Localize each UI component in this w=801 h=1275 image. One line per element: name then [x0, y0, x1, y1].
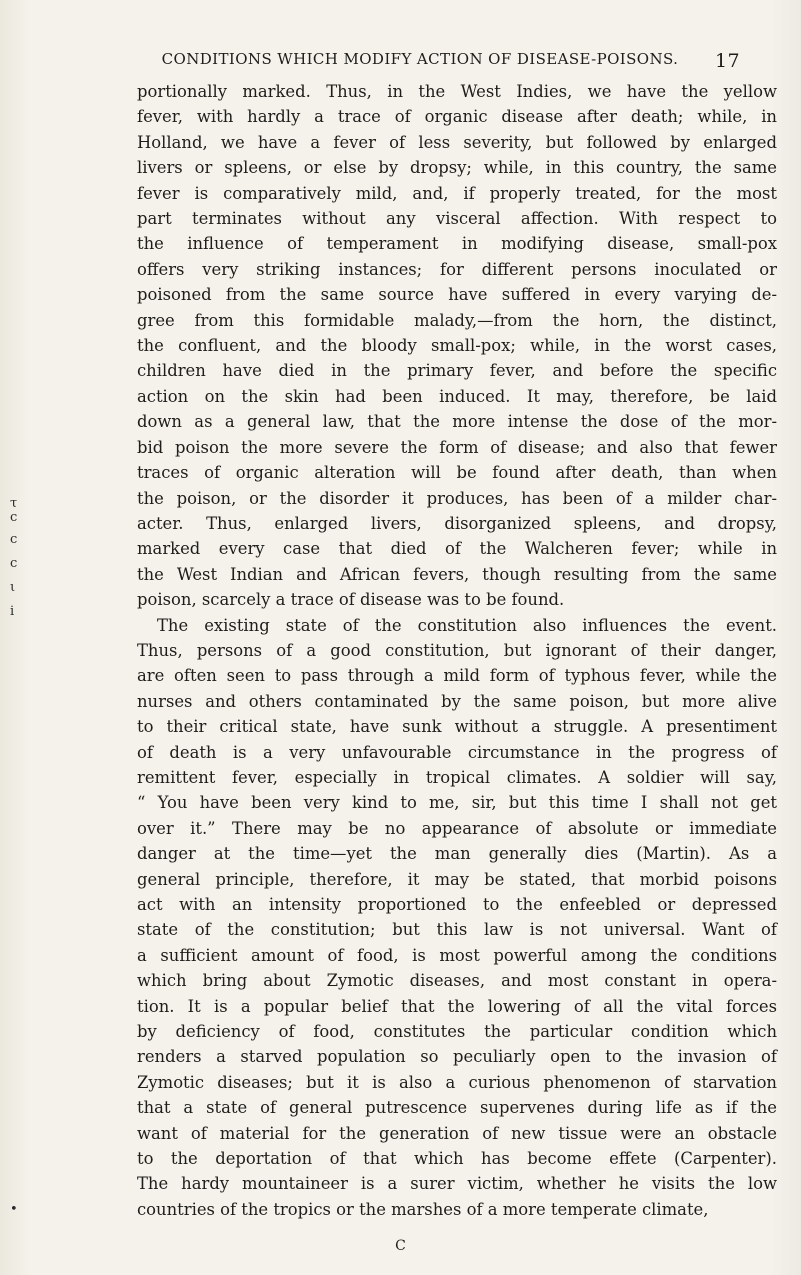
- margin-mark: ι: [10, 580, 16, 595]
- text-line: a sufficient amount of food, is most powerful among the conditions: [137, 945, 777, 965]
- text-line: portionally marked. Thus, in the West Indies, we have the yellow: [137, 82, 777, 101]
- page-number: 17: [715, 50, 740, 72]
- text-line: down as a general law, that the more intense the dose of the mor-: [137, 412, 777, 432]
- text-line: The hardy mountaineer is a surer victim, whether he visits the low: [137, 1174, 777, 1194]
- text-line: children have died in the primary fever, and before the specific: [137, 361, 777, 381]
- text-line: poison, scarcely a trace of disease was to be found.: [137, 590, 565, 610]
- margin-mark: c: [10, 556, 18, 571]
- margin-mark: •: [10, 1202, 18, 1217]
- text-line: bid poison the more severe the form of disease; and also that fewer: [137, 437, 777, 457]
- text-line: gree from this formidable malady,—from the horn, the distinct,: [137, 310, 777, 330]
- text-line: fever is comparatively mild, and, if properly treated, for the most: [137, 183, 777, 203]
- body-text: [137, 79, 777, 1222]
- text-line: that a state of general putrescence supervenes during life as if the: [137, 1098, 777, 1118]
- text-line: general principle, therefore, it may be stated, that morbid poisons: [137, 869, 777, 889]
- text-line: danger at the time—yet the man generally dies (Martin). As a: [137, 844, 777, 864]
- text-line: the poison, or the disorder it produces, has been of a milder char-: [137, 488, 777, 508]
- text-line: remittent fever, especially in tropical climates. A soldier will say,: [137, 767, 777, 787]
- text-line: are often seen to pass through a mild form of typhous fever, while the: [137, 666, 777, 686]
- text-line: tion. It is a popular belief that the lowering of all the vital forces: [137, 996, 777, 1016]
- margin-mark: τ: [10, 496, 18, 511]
- margin-mark: i: [10, 604, 15, 619]
- text-line: to the deportation of that which has become effete (Carpenter).: [137, 1149, 777, 1169]
- text-line: Thus, persons of a good constitution, but ignorant of their danger,: [137, 640, 777, 660]
- text-line: countries of the tropics or the marshes of a more temperate climate,: [137, 1199, 709, 1219]
- text-line: state of the constitution; but this law is not universal. Want of: [137, 920, 777, 940]
- text-line: marked every case that died of the Walcheren fever; while in: [137, 539, 777, 559]
- text-line: the West Indian and African fevers, though resulting from the same: [137, 564, 777, 584]
- running-header: [100, 50, 740, 72]
- running-title: CONDITIONS WHICH MODIFY ACTION OF DISEASE-POISONS.: [161, 50, 679, 68]
- text-line: offers very striking instances; for different persons inoculated or: [137, 259, 777, 279]
- text-line: of death is a very unfavourable circumstance in the progress of: [137, 742, 777, 762]
- text-line: over it.” There may be no appearance of absolute or immediate: [137, 818, 777, 838]
- text-line: “ You have been very kind to me, sir, but this time I shall not get: [137, 793, 777, 813]
- text-line: the influence of temperament in modifying disease, small-pox: [137, 234, 777, 254]
- text-line: act with an intensity proportioned to the enfeebled or depressed: [137, 895, 777, 914]
- text-line: acter. Thus, enlarged livers, disorganized spleens, and dropsy,: [137, 513, 777, 533]
- text-line: action on the skin had been induced. It may, therefore, be laid: [137, 386, 777, 406]
- text-line: traces of organic alteration will be found after death, than when: [137, 463, 777, 483]
- text-line: poisoned from the same source have suffered in every varying de-: [137, 285, 777, 305]
- text-line: nurses and others contaminated by the same poison, but more alive: [137, 691, 777, 711]
- text-line: Zymotic diseases; but it is also a curious phenomenon of starvation: [137, 1072, 777, 1092]
- text-line: livers or spleens, or else by dropsy; while, in this country, the same: [137, 158, 777, 178]
- margin-mark: c: [10, 510, 18, 525]
- text-line: The existing state of the constitution also influences the event.: [157, 615, 777, 635]
- text-line: want of material for the generation of new tissue were an obstacle: [137, 1123, 777, 1143]
- text-line: renders a starved population so peculiarly open to the invasion of: [137, 1047, 777, 1067]
- signature-mark: C: [395, 1238, 406, 1254]
- left-margin: [0, 0, 30, 1275]
- text-line: which bring about Zymotic diseases, and most constant in opera-: [137, 971, 777, 991]
- text-line: part terminates without any visceral affection. With respect to: [137, 209, 777, 229]
- text-line: by deficiency of food, constitutes the particular condition which: [137, 1022, 777, 1042]
- text-line: to their critical state, have sunk without a struggle. A presentiment: [137, 717, 777, 737]
- text-line: fever, with hardly a trace of organic disease after death; while, in: [137, 107, 777, 127]
- margin-mark: c: [10, 532, 18, 547]
- text-line: the confluent, and the bloody small-pox; while, in the worst cases,: [137, 336, 777, 356]
- text-line: Holland, we have a fever of less severity, but followed by enlarged: [137, 132, 777, 152]
